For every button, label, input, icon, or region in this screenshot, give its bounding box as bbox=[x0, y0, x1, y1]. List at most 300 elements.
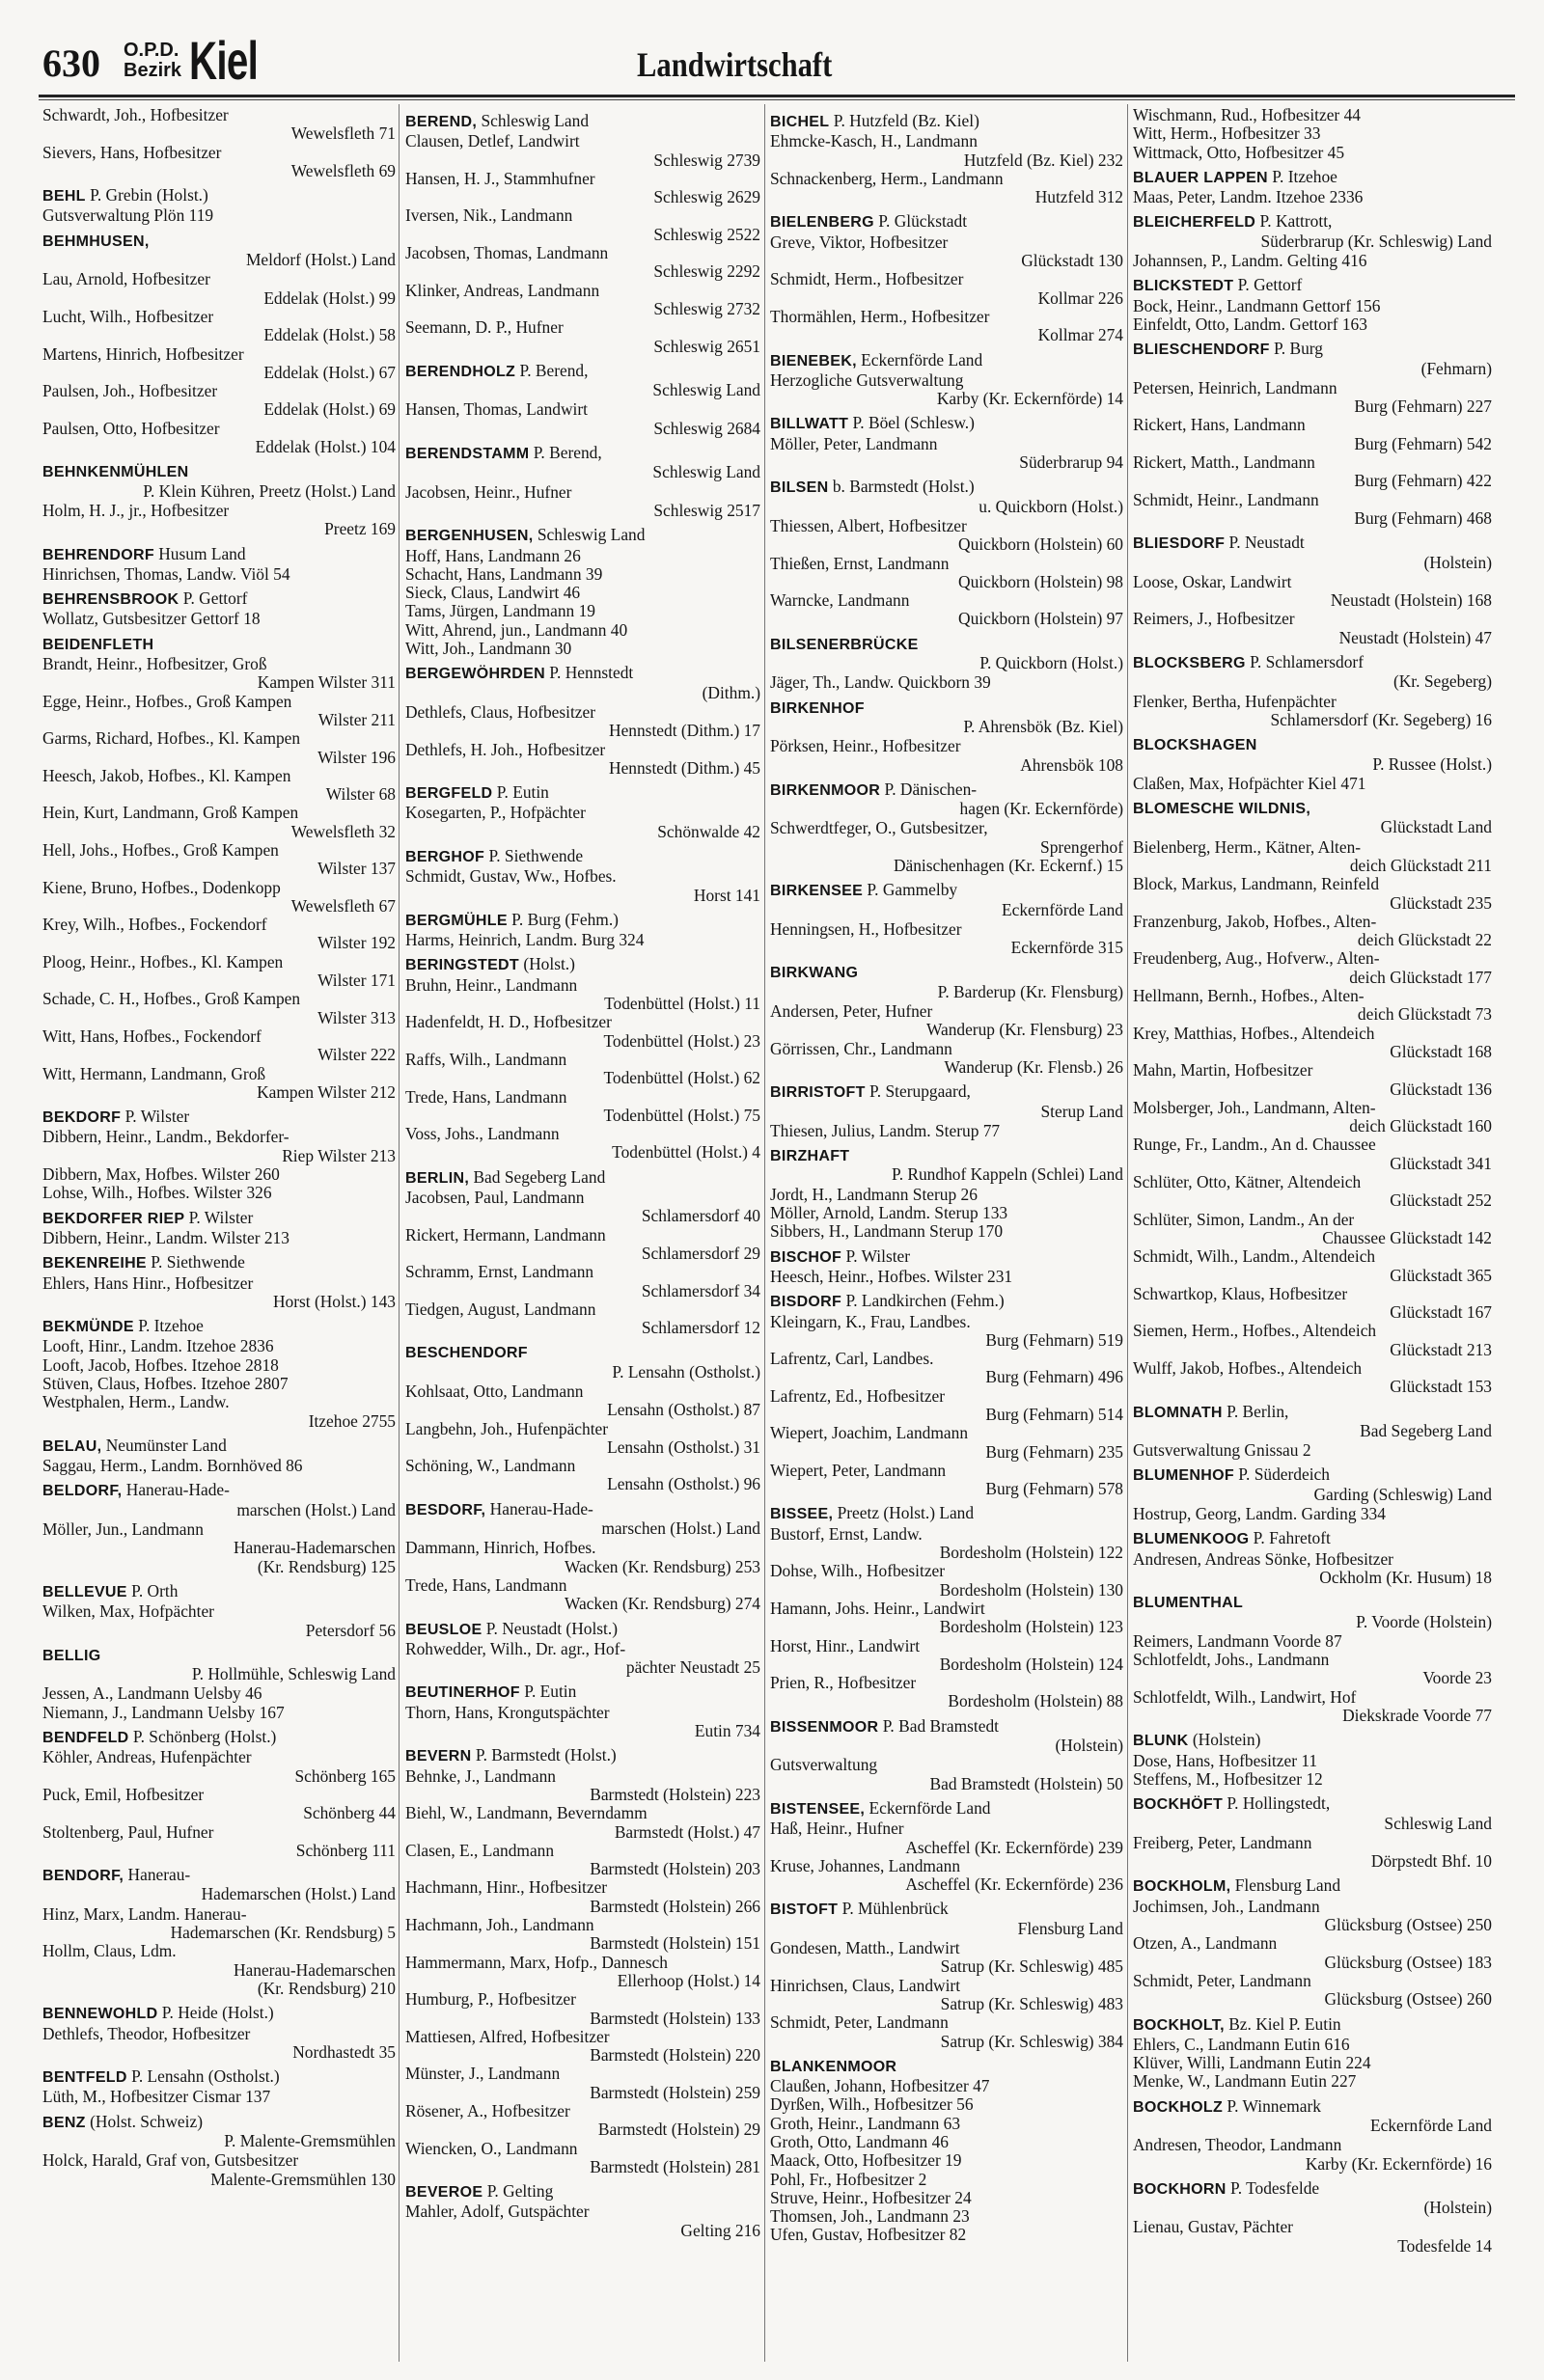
entry-name-line: Rösener, A., Hofbesitzer bbox=[405, 2101, 570, 2120]
place-heading bbox=[405, 955, 760, 974]
entry-location-line: Hanerau-Hademarschen bbox=[233, 1960, 396, 1980]
directory-entry bbox=[42, 1942, 396, 1998]
entry-name-line: Behnke, J., Landmann bbox=[405, 1766, 556, 1786]
directory-entry bbox=[405, 1576, 760, 1614]
entry-name-line: Schwartkop, Klaus, Hofbesitzer bbox=[1133, 1284, 1348, 1303]
entry-location-line: Schlamersdorf (Kr. Segeberg) 16 bbox=[1270, 710, 1492, 729]
directory-entry bbox=[1133, 1322, 1492, 1359]
directory-entry bbox=[1133, 1247, 1492, 1285]
entry-name-line: Raffs, Wilh., Landmann bbox=[405, 1050, 567, 1069]
place-postal-info: P. Schönberg (Holst.) bbox=[128, 1728, 277, 1747]
place-heading bbox=[1133, 799, 1492, 837]
entry-location-line: Ascheffel (Kr. Eckernförde) 236 bbox=[905, 1875, 1123, 1895]
place-heading bbox=[1133, 1403, 1492, 1441]
entry-location-line: Eddelak (Holst.) 99 bbox=[263, 288, 396, 308]
entry-name-line: Hinrichsen, Claus, Landwirt bbox=[770, 1976, 961, 1995]
entry-location-line: Schönberg 165 bbox=[294, 1766, 396, 1786]
place-postal-continuation: Meldorf (Holst.) Land bbox=[245, 250, 396, 270]
directory-entry bbox=[770, 2095, 1123, 2114]
entry-name-line: Möller, Jun., Landmann bbox=[42, 1520, 204, 1540]
entry-location-line: Hanerau-Hademarschen bbox=[233, 1539, 396, 1558]
directory-entry bbox=[1133, 987, 1492, 1025]
entry-location-line: Schlamersdorf 12 bbox=[641, 1319, 760, 1338]
place-name: BEUTINERHOF bbox=[405, 1684, 520, 1702]
directory-entry bbox=[405, 1539, 760, 1576]
entry-name-line: Reimers, J., Hofbesitzer bbox=[1133, 610, 1295, 629]
region-word: Bezirk bbox=[124, 60, 182, 81]
entry-location-line: Diekskrade Voorde 77 bbox=[1342, 1707, 1492, 1726]
place-postal-continuation: P. Rundhof Kappeln (Schlei) Land bbox=[891, 1164, 1123, 1185]
place-name: BEHMHUSEN, bbox=[42, 233, 150, 250]
place-heading bbox=[770, 1504, 1123, 1523]
place-name: BERGEWÖHRDEN bbox=[405, 666, 545, 683]
entry-name-line: Hachmann, Joh., Landmann bbox=[405, 1916, 594, 1935]
entry-name-line: Siemen, Herm., Hofbes., Altendeich bbox=[1133, 1322, 1377, 1341]
place-postal-info: P. Heide (Holst.) bbox=[157, 2004, 274, 2023]
entry-location-line: Schönberg 111 bbox=[295, 1841, 396, 1860]
place-postal-info: (Holst.) bbox=[518, 955, 575, 974]
entry-location-line: Kampen Wilster 212 bbox=[257, 1082, 396, 1102]
directory-entry bbox=[42, 420, 396, 457]
place-postal-info: P. Eutin bbox=[519, 1682, 577, 1702]
place-postal-info: Bad Segeberg Land bbox=[469, 1167, 606, 1187]
entry-name-line: Dyrßen, Wilh., Hofbesitzer 56 bbox=[770, 2095, 974, 2115]
entry-name-line: Köhler, Andreas, Hufenpächter bbox=[42, 1748, 252, 1767]
entry-name-line: Lafrentz, Carl, Landbes. bbox=[770, 1350, 934, 1369]
entry-name-line: Lüth, M., Hofbesitzer Cismar 137 bbox=[42, 2088, 271, 2107]
place-name: BLAUER LAPPEN bbox=[1133, 169, 1268, 186]
directory-entry bbox=[770, 2077, 1123, 2095]
entry-location-line: Barmstedt (Holst.) 47 bbox=[614, 1822, 760, 1842]
place-name: BIRKENSEE bbox=[770, 883, 864, 900]
place-heading bbox=[42, 1866, 396, 1904]
directory-entry bbox=[405, 1125, 760, 1163]
place-postal-continuation: P. Barderup (Kr. Flensburg) bbox=[937, 981, 1123, 1001]
directory-entry bbox=[770, 1040, 1123, 1078]
entry-name-line: Gutsverwaltung bbox=[770, 1756, 878, 1775]
entry-name-line: Lienau, Gustav, Pächter bbox=[1133, 2218, 1293, 2237]
place-name: BEHRENDORF bbox=[42, 546, 154, 563]
place-postal-info: P. Siethwende bbox=[484, 846, 584, 865]
place-name: BLOMNATH bbox=[1133, 1404, 1223, 1421]
entry-name-line: Thießen, Ernst, Landmann bbox=[770, 554, 950, 573]
place-postal-continuation: Eckernförde Land bbox=[1369, 2115, 1492, 2135]
entry-location-line: Wewelsfleth 69 bbox=[290, 161, 396, 180]
place-heading bbox=[770, 1292, 1123, 1311]
entry-name-line: Schmidt, Peter, Landmann bbox=[1133, 1971, 1311, 1990]
place-postal-info: Schleswig Land bbox=[477, 112, 590, 130]
column-divider bbox=[1127, 104, 1128, 2362]
directory-entry bbox=[770, 2013, 1123, 2051]
place-name: BOCKHÖFT bbox=[1133, 1796, 1224, 1814]
directory-entry bbox=[1133, 1972, 1492, 2010]
place-postal-continuation: P. Hollmühle, Schleswig Land bbox=[191, 1664, 396, 1684]
place-heading bbox=[1133, 168, 1492, 187]
directory-entry bbox=[405, 621, 760, 640]
directory-entry bbox=[1133, 379, 1492, 417]
entry-name-line: Hadenfeldt, H. D., Hofbesitzer bbox=[405, 1013, 612, 1032]
directory-entry bbox=[405, 1420, 760, 1458]
directory-entry bbox=[42, 879, 396, 916]
place-name: BEVEROE bbox=[405, 2184, 483, 2202]
place-name: BERENDSTAMM bbox=[405, 446, 530, 463]
directory-entry bbox=[1133, 252, 1492, 270]
entry-location-line: Quickborn (Holstein) 60 bbox=[958, 535, 1123, 555]
place-name: BILSENERBRÜCKE bbox=[770, 636, 919, 653]
entry-location-line: Süderbrarup 94 bbox=[1019, 453, 1123, 473]
entry-location-line: Glückstadt 235 bbox=[1390, 893, 1492, 913]
entry-name-line: Gondesen, Matth., Landwirt bbox=[770, 1939, 960, 1958]
entry-location-line: Schleswig 2292 bbox=[653, 262, 760, 282]
directory-entry bbox=[405, 1767, 760, 1805]
column-2 bbox=[405, 106, 760, 2364]
place-postal-info: P. Landkirchen (Fehm.) bbox=[841, 1292, 1005, 1311]
entry-location-line: Glücksburg (Ostsee) 183 bbox=[1324, 1953, 1492, 1972]
entry-name-line: Krey, Wilh., Hofbes., Fockendorf bbox=[42, 916, 267, 935]
place-heading bbox=[405, 664, 760, 702]
place-heading bbox=[1133, 340, 1492, 378]
directory-entry bbox=[405, 1916, 760, 1954]
entry-name-line: Wollatz, Gutsbesitzer Gettorf 18 bbox=[42, 610, 261, 629]
entry-name-line: Hein, Kurt, Landmann, Groß Kampen bbox=[42, 804, 299, 823]
entry-location-line: deich Glückstadt 22 bbox=[1357, 931, 1492, 950]
entry-location-line: Eddelak (Holst.) 104 bbox=[255, 438, 396, 457]
entry-location-line: pächter Neustadt 25 bbox=[625, 1658, 760, 1678]
entry-name-line: Harms, Heinrich, Landm. Burg 324 bbox=[405, 931, 645, 950]
entry-name-line: Clasen, E., Landmann bbox=[405, 1841, 555, 1860]
entry-name-line: Kohlsaat, Otto, Landmann bbox=[405, 1382, 584, 1401]
place-heading bbox=[1133, 1731, 1492, 1750]
entry-name-line: Schlüter, Simon, Landm., An der bbox=[1133, 1210, 1355, 1229]
directory-entry bbox=[1133, 838, 1492, 876]
place-postal-info: P. Mühlenbrück bbox=[838, 1900, 949, 1919]
entry-name-line: Henningsen, H., Hofbesitzer bbox=[770, 919, 962, 939]
directory-entry bbox=[770, 673, 1123, 692]
entry-name-line: Dohse, Wilh., Hofbesitzer bbox=[770, 1562, 946, 1581]
place-postal-continuation: Süderbrarup (Kr. Schleswig) Land bbox=[1260, 231, 1492, 251]
entry-name-line: Kruse, Johannes, Landmann bbox=[770, 1856, 961, 1875]
directory-entry bbox=[770, 1186, 1123, 1204]
place-heading bbox=[770, 212, 1123, 232]
directory-entry bbox=[1133, 1285, 1492, 1323]
directory-entry bbox=[42, 804, 396, 841]
entry-name-line: Haß, Heinr., Hufner bbox=[770, 1819, 904, 1839]
directory-entry bbox=[405, 1804, 760, 1842]
directory-entry bbox=[42, 106, 396, 144]
directory-entry bbox=[42, 1165, 396, 1184]
region-code: O.P.D. bbox=[124, 40, 179, 61]
entry-name-line: Ehlers, C., Landmann Eutin 616 bbox=[1133, 2035, 1350, 2054]
entry-location-line: Todenbüttel (Holst.) 23 bbox=[603, 1031, 760, 1051]
entry-location-line: Voorde 23 bbox=[1422, 1669, 1492, 1688]
directory-entry bbox=[770, 1313, 1123, 1351]
directory-entry bbox=[770, 1350, 1123, 1387]
entry-name-line: Martens, Hinrich, Hofbesitzer bbox=[42, 344, 244, 364]
place-postal-continuation: (Holstein) bbox=[1423, 2198, 1492, 2218]
place-postal-info: b. Barmstedt (Holst.) bbox=[828, 478, 975, 497]
entry-location-line: Burg (Fehmarn) 578 bbox=[985, 1480, 1123, 1499]
directory-entry bbox=[42, 1684, 396, 1703]
place-heading bbox=[770, 1717, 1123, 1756]
place-name: BOCKHOLT, bbox=[1133, 2016, 1225, 2034]
place-heading bbox=[42, 545, 396, 564]
entry-name-line: Hansen, Thomas, Landwirt bbox=[405, 400, 589, 420]
directory-entry bbox=[405, 1051, 760, 1088]
directory-entry bbox=[405, 741, 760, 779]
entry-name-line: Rickert, Matth., Landmann bbox=[1133, 453, 1315, 473]
directory-entry bbox=[405, 2202, 760, 2240]
place-postal-info: (Holst. Schweiz) bbox=[85, 2112, 203, 2131]
section-title: Landwirtschaft bbox=[637, 45, 833, 84]
entry-name-line: Otzen, A., Landmann bbox=[1133, 1934, 1278, 1954]
place-name: BISSENMOOR bbox=[770, 1718, 879, 1736]
entry-name-line: Thorn, Hans, Krongutspächter bbox=[405, 1703, 610, 1722]
entry-name-line: Rickert, Hans, Landmann bbox=[1133, 416, 1306, 435]
place-name: BLUMENHOF bbox=[1133, 1467, 1234, 1485]
place-heading bbox=[770, 112, 1123, 131]
entry-name-line: Niemann, J., Landmann Uelsby 167 bbox=[42, 1703, 285, 1722]
directory-entry bbox=[1133, 2054, 1492, 2072]
place-heading bbox=[770, 1900, 1123, 1938]
place-name: BLICKSTEDT bbox=[1133, 278, 1234, 295]
place-heading bbox=[42, 1253, 396, 1272]
place-postal-continuation: marschen (Holst.) Land bbox=[601, 1518, 760, 1539]
entry-name-line: Schacht, Hans, Landmann 39 bbox=[405, 564, 603, 584]
entry-name-line: Ufen, Gustav, Hofbesitzer 82 bbox=[770, 2226, 967, 2245]
entry-location-line: Barmstedt (Holstein) 203 bbox=[590, 1860, 760, 1879]
directory-entry bbox=[42, 1274, 396, 1312]
directory-entry bbox=[42, 1393, 396, 1431]
place-name: BEVERN bbox=[405, 1748, 472, 1765]
directory-entry bbox=[770, 1204, 1123, 1222]
entry-location-line: Satrup (Kr. Schleswig) 485 bbox=[940, 1957, 1123, 1977]
directory-entry bbox=[405, 1300, 760, 1338]
region-label bbox=[124, 41, 181, 81]
place-name: BISTOFT bbox=[770, 1901, 839, 1919]
directory-entry bbox=[405, 1189, 760, 1226]
entry-location-line: Schleswig 2629 bbox=[653, 188, 760, 207]
directory-entry bbox=[405, 400, 760, 438]
entry-name-line: Thormählen, Herm., Hofbesitzer bbox=[770, 307, 990, 326]
entry-location-line: Ahrensbök 108 bbox=[1020, 755, 1123, 775]
column-divider bbox=[399, 104, 400, 2362]
directory-entry bbox=[1133, 1135, 1492, 1173]
place-postal-info: P. Gettorf bbox=[179, 589, 248, 609]
directory-entry bbox=[42, 1337, 396, 1355]
entry-name-line: Pörksen, Heinr., Hofbesitzer bbox=[770, 737, 961, 756]
directory-entry bbox=[42, 693, 396, 730]
entry-name-line: Thomsen, Joh., Landmann 23 bbox=[770, 2207, 970, 2227]
entry-location-line: Hutzfeld 312 bbox=[1034, 188, 1123, 207]
place-name: BEKENREIHE bbox=[42, 1255, 147, 1272]
directory-entry bbox=[1133, 315, 1492, 334]
entry-location-line: Hennstedt (Dithm.) 45 bbox=[609, 758, 760, 778]
place-postal-continuation: Garding (Schleswig) Land bbox=[1313, 1484, 1492, 1504]
entry-name-line: Hoff, Hans, Landmann 26 bbox=[405, 546, 581, 565]
directory-entry bbox=[770, 1268, 1123, 1286]
directory-entry bbox=[770, 435, 1123, 473]
place-name: BISSEE, bbox=[770, 1506, 834, 1523]
place-name: BERGMÜHLE bbox=[405, 912, 508, 929]
place-postal-info: P. Süderdeich bbox=[1233, 1465, 1330, 1485]
directory-entry bbox=[1133, 491, 1492, 529]
header-rule-thin bbox=[39, 99, 1515, 100]
entry-name-line: Witt, Hans, Hofbes., Fockendorf bbox=[42, 1026, 262, 1046]
directory-entry bbox=[1133, 693, 1492, 730]
entry-name-line: Menke, W., Landmann Eutin 227 bbox=[1133, 2072, 1357, 2092]
entry-location-line: Schleswig 2517 bbox=[653, 501, 760, 520]
place-name: BENTFELD bbox=[42, 2069, 127, 2087]
place-postal-info: P. Berend, bbox=[515, 361, 589, 380]
directory-entry bbox=[405, 2102, 760, 2140]
entry-name-line: Schöning, W., Landmann bbox=[405, 1457, 576, 1476]
entry-location-line: Wilster 171 bbox=[317, 971, 396, 991]
place-postal-info: P. Siethwende bbox=[146, 1253, 245, 1272]
entry-location-line: Wacken (Kr. Rendsburg) 253 bbox=[564, 1557, 760, 1576]
place-heading bbox=[42, 1209, 396, 1228]
entry-name-line: Kiene, Bruno, Hofbes., Dodenkopp bbox=[42, 878, 281, 897]
directory-entry bbox=[42, 990, 396, 1027]
entry-name-line: Dammann, Hinrich, Hofbes. bbox=[405, 1539, 596, 1558]
directory-entry bbox=[1133, 949, 1492, 987]
place-postal-continuation: P. Voorde (Holstein) bbox=[1356, 1611, 1492, 1631]
directory-entry bbox=[770, 2133, 1123, 2151]
directory-entry bbox=[770, 308, 1123, 345]
entry-location-line: Schönwalde 42 bbox=[657, 822, 760, 841]
directory-entry bbox=[405, 804, 760, 841]
place-postal-info: P. Neustadt bbox=[1225, 533, 1305, 553]
directory-entry bbox=[770, 1857, 1123, 1895]
directory-entry bbox=[405, 602, 760, 620]
entry-name-line: Mahler, Adolf, Gutspächter bbox=[405, 2202, 590, 2222]
directory-entry bbox=[770, 233, 1123, 271]
directory-entry bbox=[42, 841, 396, 879]
directory-entry bbox=[405, 640, 760, 658]
entry-location-line: Ellerhoop (Holst.) 14 bbox=[617, 1971, 760, 1990]
place-postal-continuation: Flensburg Land bbox=[1017, 1918, 1123, 1938]
directory-entry bbox=[770, 1756, 1123, 1793]
place-name: BLUMENTHAL bbox=[1133, 1595, 1244, 1612]
place-heading bbox=[405, 526, 760, 545]
place-name: BENDORF, bbox=[42, 1868, 124, 1885]
entry-name-line: Holck, Harald, Graf von, Gutsbesitzer bbox=[42, 2151, 299, 2171]
entry-name-line: Wiencken, O., Landmann bbox=[405, 2139, 578, 2158]
directory-entry bbox=[1133, 1061, 1492, 1099]
directory-entry bbox=[1133, 1359, 1492, 1397]
entry-name-line: Clausen, Detlef, Landwirt bbox=[405, 132, 580, 151]
entry-location-line: Ascheffel (Kr. Eckernförde) 239 bbox=[905, 1838, 1123, 1857]
entry-name-line: Looft, Jacob, Hofbes. Itzehoe 2818 bbox=[42, 1355, 279, 1375]
entry-location-line: Neustadt (Holstein) 47 bbox=[1338, 628, 1492, 647]
place-postal-info: P. Gettorf bbox=[1233, 276, 1303, 295]
place-name: BLIESDORF bbox=[1133, 535, 1226, 553]
place-name: BEHNKENMÜHLEN bbox=[42, 464, 189, 481]
directory-entry bbox=[405, 703, 760, 741]
entry-name-line: Dethlefs, H. Joh., Hofbesitzer bbox=[405, 740, 606, 759]
directory-entry bbox=[770, 2189, 1123, 2207]
entry-name-line: Paulsen, Joh., Hofbesitzer bbox=[42, 382, 218, 401]
place-name: BIENEBEK, bbox=[770, 352, 857, 369]
entry-location-line: Glückstadt 213 bbox=[1390, 1340, 1492, 1359]
entry-name-line: Schlotfeldt, Wilh., Landwirt, Hof bbox=[1133, 1687, 1357, 1707]
entry-location-line: Wacken (Kr. Rendsburg) 274 bbox=[564, 1595, 760, 1614]
place-heading bbox=[405, 112, 760, 131]
directory-entry bbox=[770, 170, 1123, 207]
place-heading bbox=[770, 963, 1123, 1001]
entry-name-line: Andresen, Theodor, Landmann bbox=[1133, 2136, 1342, 2155]
directory-entry bbox=[1133, 1211, 1492, 1248]
place-name: BIRKENHOF bbox=[770, 699, 865, 717]
entry-name-line: Einfeldt, Otto, Landm. Gettorf 163 bbox=[1133, 315, 1367, 334]
directory-entry bbox=[405, 867, 760, 905]
entry-location-line: deich Glückstadt 211 bbox=[1349, 856, 1492, 875]
place-heading bbox=[405, 444, 760, 482]
directory-entry bbox=[405, 2065, 760, 2102]
place-name: BERINGSTEDT bbox=[405, 957, 519, 974]
entry-location-line: Lensahn (Ostholst.) 87 bbox=[607, 1401, 760, 1420]
entry-name-line: Wiepert, Peter, Landmann bbox=[770, 1461, 947, 1480]
entry-name-line: Andresen, Andreas Sönke, Hofbesitzer bbox=[1133, 1549, 1393, 1569]
entry-name-line: Seemann, D. P., Hufner bbox=[405, 318, 564, 338]
place-heading bbox=[770, 780, 1123, 819]
directory-entry bbox=[1133, 1770, 1492, 1789]
directory-entry bbox=[42, 953, 396, 991]
entry-name-line: Schnackenberg, Herm., Landmann bbox=[770, 169, 1004, 188]
place-name: BOCKHOLZ bbox=[1133, 2098, 1224, 2116]
directory-entry bbox=[405, 1990, 760, 2028]
entry-name-line: Saggau, Herm., Landm. Bornhöved 86 bbox=[42, 1457, 303, 1476]
directory-entry bbox=[405, 206, 760, 244]
directory-entry bbox=[1133, 610, 1492, 647]
place-name: BERGENHUSEN, bbox=[405, 528, 534, 545]
entry-location-line: Burg (Fehmarn) 542 bbox=[1354, 434, 1492, 453]
place-heading bbox=[770, 1082, 1123, 1121]
place-postal-continuation: u. Quickborn (Holst.) bbox=[979, 496, 1123, 516]
entry-location-line: Satrup (Kr. Schleswig) 384 bbox=[940, 2032, 1123, 2051]
entry-name-line: Möller, Peter, Landmann bbox=[770, 434, 938, 453]
entry-name-line: Brandt, Heinr., Hofbesitzer, Groß bbox=[42, 655, 267, 674]
directory-entry bbox=[42, 2088, 396, 2106]
directory-entry bbox=[770, 920, 1123, 958]
directory-entry bbox=[770, 2171, 1123, 2189]
entry-location-line: Kampen Wilster 311 bbox=[257, 673, 396, 693]
directory-entry bbox=[405, 584, 760, 602]
entry-location-line: Burg (Fehmarn) 496 bbox=[985, 1368, 1123, 1387]
entry-name-line: Wiepert, Joachim, Landmann bbox=[770, 1424, 969, 1443]
column-divider bbox=[764, 104, 765, 2362]
entry-location-line: Quickborn (Holstein) 98 bbox=[958, 572, 1123, 591]
directory-entry bbox=[770, 1424, 1123, 1462]
place-postal-continuation: P. Lensahn (Ostholst.) bbox=[612, 1361, 760, 1381]
place-name: BELLIG bbox=[42, 1647, 101, 1664]
directory-entry bbox=[1133, 2072, 1492, 2091]
entry-name-line: Jochimsen, Joh., Landmann bbox=[1133, 1897, 1320, 1916]
place-heading bbox=[42, 589, 396, 609]
place-name: BEUSLOE bbox=[405, 1621, 482, 1638]
place-postal-info: P. Itzehoe bbox=[1267, 167, 1337, 186]
entry-name-line: Lohse, Wilh., Hofbes. Wilster 326 bbox=[42, 1184, 272, 1203]
directory-entry bbox=[42, 1602, 396, 1640]
entry-name-line: Jessen, A., Landmann Uelsby 46 bbox=[42, 1684, 262, 1704]
entry-name-line: Wischmann, Rud., Hofbesitzer 44 bbox=[1133, 106, 1361, 124]
place-postal-info: P. Berlin, bbox=[1222, 1402, 1289, 1421]
place-postal-continuation: Schleswig Land bbox=[1384, 1813, 1492, 1833]
directory-entry bbox=[42, 1184, 396, 1202]
place-name: BELAU, bbox=[42, 1437, 102, 1455]
place-heading bbox=[1133, 735, 1492, 774]
directory-entry bbox=[405, 2140, 760, 2177]
place-postal-info: P. Orth bbox=[126, 1581, 179, 1600]
